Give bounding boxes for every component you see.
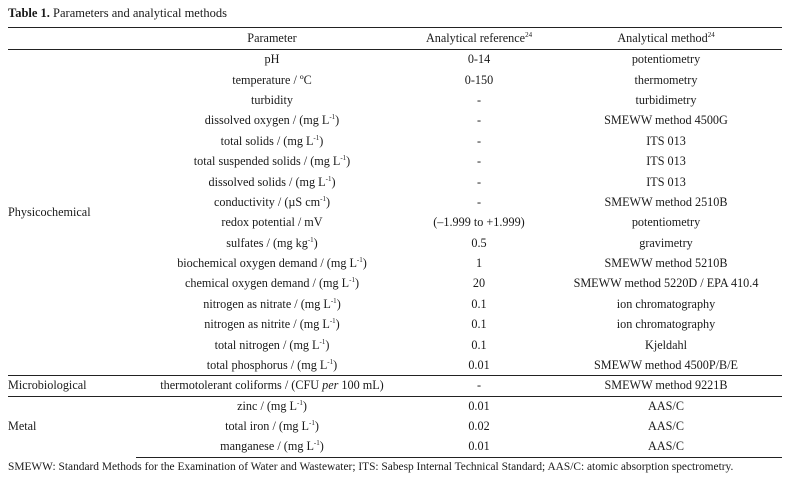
method-cell: ion chromatography [616,317,716,332]
parameter-tail: ) [325,337,330,352]
method-cell: SMEWW method 5210B [604,256,728,271]
header-method [550,28,782,50]
parameter-exponent: -1 [340,154,347,163]
parameter-exponent: -1 [309,419,315,428]
parameter-text: dissolved oxygen / (mg L [204,113,330,128]
header-parameter: Parameter [136,28,408,50]
method-cell: ITS 013 [646,154,686,169]
parameter-text: total nitrogen / (mg L [214,337,320,352]
parameter-text: total iron / (mg L [225,419,310,434]
parameter-tail: ) [314,419,319,434]
table-footnote: SMEWW: Standard Methods for the Examination of Water and Wastewater; ITS: Sabesp Internal Technical Standard; AAS/C: atomic absorption spectrometry. [8,461,734,473]
method-cell: SMEWW method 9221B [550,376,782,396]
parameter-cell [136,213,408,233]
parameter-cell [136,151,408,171]
group-label: Metal [8,396,136,457]
parameter-exponent: -1 [330,296,337,305]
parameter-cell [136,335,408,355]
parameter-exponent: -1 [297,399,303,408]
method-cell: SMEWW method 4500G [604,113,728,128]
parameter-exponent: -1 [325,174,332,183]
method-cell: thermometry [634,72,698,87]
reference-cell: 0.5 [471,235,487,250]
parameter-tail: ) [302,399,307,414]
parameter-text: temperature / ºC [232,72,312,87]
parameter-exponent: -1 [313,133,320,142]
parameter-cell [136,90,408,110]
header-group [8,28,136,50]
reference-cell: 0.02 [468,419,490,434]
header-method-sup: 24 [707,31,715,39]
parameter-tail: ) [331,174,336,189]
reference-cell: 0.1 [471,317,487,332]
group-label: Microbiological [8,376,136,396]
table-caption [8,6,227,21]
parameter-text: manganese / (mg L [220,439,314,454]
parameter-cell [136,274,408,294]
parameter-cell [136,437,408,457]
reference-cell: - [476,113,482,128]
reference-cell: 0.01 [408,437,550,457]
method-cell: turbidimetry [635,92,697,107]
reference-cell: 0.1 [471,337,487,352]
parameter-text: dissolved solids / (mg L [208,174,326,189]
parameter-tail: ) [336,296,341,311]
parameter-text: chemical oxygen demand / (mg L [184,276,350,291]
parameter-tail: ) [335,113,340,128]
parameter-tail: ) [354,276,360,291]
reference-cell: - [476,92,482,107]
parameter-exponent: -1 [329,317,336,326]
reference-cell: 0.01 [408,396,550,416]
parameter-text: redox potential / mV [221,215,323,230]
parameter-text: total suspended solids / (mg L [193,154,341,169]
parameter-tail: ) [346,154,351,169]
parameter-cell [136,172,408,192]
reference-cell: 0-14 [467,52,491,67]
parameter-exponent: -1 [356,256,363,265]
parameter-exponent: -1 [327,357,334,366]
method-cell: ITS 013 [646,133,686,148]
parameter-tail: ) [313,235,318,250]
reference-cell: - [476,154,482,169]
parameter-cell [136,396,408,416]
method-cell: ITS 013 [646,174,686,189]
parameter-cell [136,192,408,212]
parameters-table [8,27,782,458]
caption-text: Parameters and analytical methods [49,6,227,20]
parameter-text: total phosphorus / (mg L [206,357,328,372]
parameter-cell [136,50,408,70]
parameter-exponent: -1 [320,194,326,203]
reference-cell: (–1.999 to +1.999) [433,215,525,230]
reference-cell: - [408,376,550,396]
parameter-exponent: -1 [349,276,355,285]
parameter-text: nitrogen as nitrate / (mg L [203,296,331,311]
reference-cell: - [476,174,482,189]
parameter-cell [136,355,408,375]
parameter-cell [136,70,408,90]
header-reference [408,28,550,50]
method-cell: AAS/C [550,396,782,416]
reference-cell: - [476,194,482,209]
parameter-exponent: -1 [313,439,320,448]
table-row [8,50,782,70]
parameter-tail: ) [333,357,338,372]
method-cell: Kjeldahl [645,337,687,352]
header-reference-sup: 24 [525,31,533,39]
table-header-row [8,28,782,50]
parameter-exponent: -1 [307,235,314,244]
parameter-cell [136,315,408,335]
method-cell: SMEWW method 4500P/B/E [594,357,738,372]
table-row [8,376,782,396]
parameter-cell [136,376,408,396]
method-cell: AAS/C [550,437,782,457]
method-cell: gravimetry [639,235,693,250]
method-cell: potentiometry [631,52,701,67]
parameter-italic: per [322,378,339,393]
reference-cell: - [476,133,482,148]
method-cell: SMEWW method 2510B [604,194,728,209]
parameter-text: pH [264,52,280,67]
parameter-text: nitrogen as nitrite / (mg L [204,317,330,332]
parameter-text: zinc / (mg L [237,399,297,414]
reference-cell: 0-150 [464,72,494,87]
parameter-tail: ) [335,317,340,332]
method-cell: AAS/C [648,419,684,434]
reference-cell: 1 [475,256,483,271]
method-cell: potentiometry [631,215,701,230]
reference-cell: 20 [472,276,486,291]
parameter-cell [136,131,408,151]
table-row [8,396,782,416]
header-method-label: Analytical method [617,31,708,45]
header-reference-label: Analytical reference [425,31,526,45]
parameter-tail: ) [362,256,367,271]
parameter-tail: ) [319,133,324,148]
reference-cell: 0.01 [468,357,490,372]
reference-cell: 0.1 [471,296,487,311]
parameter-tail: ) [325,194,331,209]
parameter-tail: ) [319,439,324,454]
parameter-exponent: -1 [329,113,336,122]
parameter-tail: 100 mL) [338,378,384,393]
table-body [8,50,782,458]
parameter-text: thermotolerant coliforms / (CFU [160,378,323,393]
parameter-text: conductivity / (µS cm [213,194,321,209]
parameter-text: total solids / (mg L [220,133,314,148]
parameter-text: biochemical oxygen demand / (mg L [177,256,357,271]
parameter-cell [136,111,408,131]
parameter-exponent: -1 [319,337,326,346]
parameter-cell [136,294,408,314]
parameter-cell [136,233,408,253]
parameter-cell [136,417,408,437]
method-cell: ion chromatography [616,296,716,311]
parameter-text: turbidity [251,92,293,107]
method-cell: SMEWW method 5220D / EPA 410.4 [573,276,759,291]
group-label: Physicochemical [8,205,91,220]
parameter-cell [136,253,408,273]
caption-label: Table 1. [8,6,50,20]
parameter-text: sulfates / (mg kg [226,235,308,250]
